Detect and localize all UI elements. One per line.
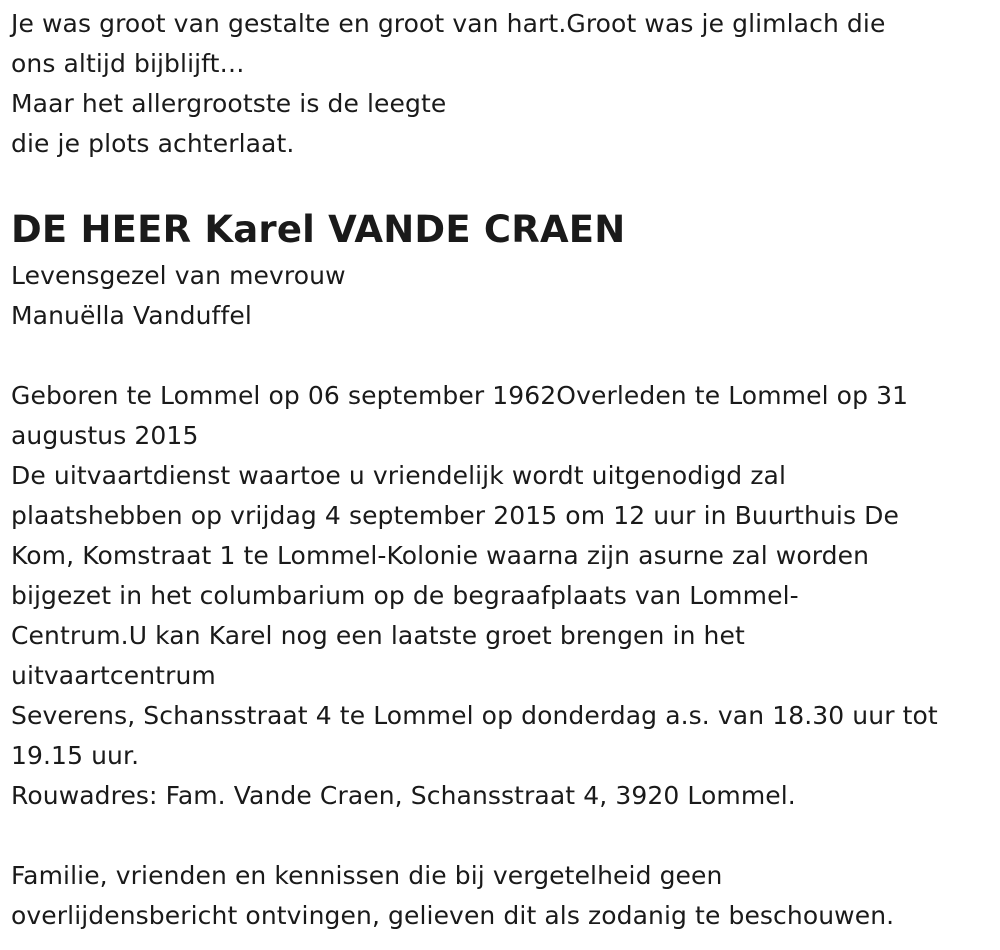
details-line: augustus 2015 xyxy=(11,421,199,450)
details-line: Severens, Schansstraat 4 te Lommel op donderdag a.s. van 18.30 uur tot xyxy=(11,701,938,730)
details-line: Geboren te Lommel op 06 september 1962Overleden te Lommel op 31 xyxy=(11,381,909,410)
details-line: plaatshebben op vrijdag 4 september 2015 om 12 uur in Buurthuis De xyxy=(11,501,899,530)
details-line: De uitvaartdienst waartoe u vriendelijk wordt uitgenodigd zal xyxy=(11,461,787,490)
obituary-document xyxy=(11,4,996,936)
details-line: 19.15 uur. xyxy=(11,741,140,770)
poem-block xyxy=(11,4,996,164)
closing-line: overlijdensbericht ontvingen, gelieven dit als zodanig te beschouwen. xyxy=(11,901,895,930)
details-line: bijgezet in het columbarium op de begraafplaats van Lommel- xyxy=(11,581,799,610)
poem-line: ons altijd bijblijft… xyxy=(11,49,245,78)
details-block xyxy=(11,376,996,816)
closing-line: Familie, vrienden en kennissen die bij vergetelheid geen xyxy=(11,861,723,890)
poem-line: Je was groot van gestalte en groot van hart.Groot was je glimlach die xyxy=(11,9,886,38)
spacer xyxy=(11,164,996,204)
deceased-name-heading: DE HEER Karel VANDE CRAEN xyxy=(11,208,626,251)
spacer xyxy=(11,336,996,376)
closing-block xyxy=(11,856,996,936)
poem-line: die je plots achterlaat. xyxy=(11,129,295,158)
details-line: uitvaartcentrum xyxy=(11,661,216,690)
spacer xyxy=(11,816,996,856)
partner-line: Manuëlla Vanduffel xyxy=(11,301,252,330)
details-line: Rouwadres: Fam. Vande Craen, Schansstraat 4, 3920 Lommel. xyxy=(11,781,796,810)
poem-line: Maar het allergrootste is de leegte xyxy=(11,89,447,118)
partner-line: Levensgezel van mevrouw xyxy=(11,261,346,290)
details-line: Centrum.U kan Karel nog een laatste groet brengen in het xyxy=(11,621,745,650)
partner-block xyxy=(11,256,996,336)
details-line: Kom, Komstraat 1 te Lommel-Kolonie waarna zijn asurne zal worden xyxy=(11,541,870,570)
